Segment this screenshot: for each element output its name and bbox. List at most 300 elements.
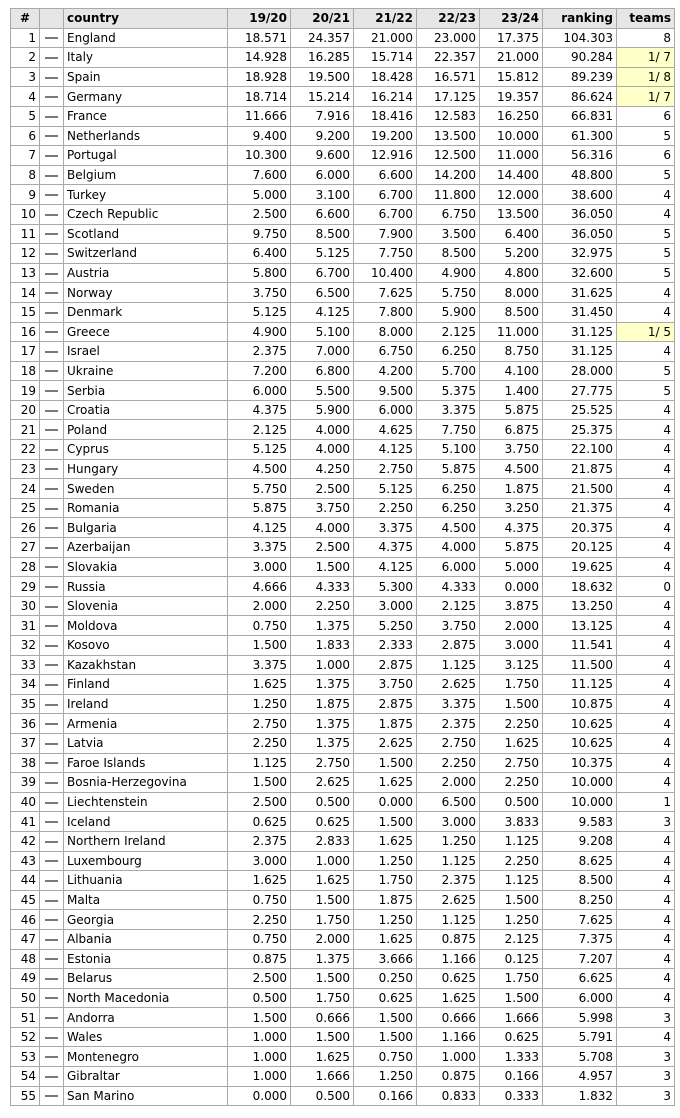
season-score-cell: 1.625 bbox=[291, 1047, 354, 1067]
season-score-cell: 7.916 bbox=[291, 106, 354, 126]
season-score-cell: 5.125 bbox=[354, 479, 417, 499]
ranking-cell: 11.125 bbox=[543, 675, 617, 695]
season-score-cell: 11.000 bbox=[480, 146, 543, 166]
country-cell: Italy bbox=[64, 48, 228, 68]
trend-cell bbox=[40, 459, 64, 479]
season-score-cell: 7.900 bbox=[354, 224, 417, 244]
trend-cell bbox=[40, 890, 64, 910]
trend-cell bbox=[40, 381, 64, 401]
season-score-cell: 5.900 bbox=[417, 302, 480, 322]
season-score-cell: 5.750 bbox=[417, 283, 480, 303]
season-score-cell: 17.125 bbox=[417, 87, 480, 107]
season-score-cell: 5.000 bbox=[480, 557, 543, 577]
no-change-icon bbox=[45, 743, 58, 745]
season-score-cell: 6.700 bbox=[354, 185, 417, 205]
trend-cell bbox=[40, 518, 64, 538]
ranking-cell: 61.300 bbox=[543, 126, 617, 146]
country-cell: Greece bbox=[64, 322, 228, 342]
season-score-cell: 6.400 bbox=[480, 224, 543, 244]
ranking-table-container bbox=[10, 8, 675, 1106]
season-score-cell: 10.400 bbox=[354, 263, 417, 283]
header-season-21-22[interactable]: 21/22 bbox=[354, 9, 417, 29]
season-score-cell: 7.200 bbox=[228, 361, 291, 381]
trend-cell bbox=[40, 1027, 64, 1047]
season-score-cell: 11.800 bbox=[417, 185, 480, 205]
teams-cell: 4 bbox=[617, 596, 675, 616]
season-score-cell: 4.000 bbox=[291, 518, 354, 538]
table-row bbox=[11, 636, 675, 656]
trend-cell bbox=[40, 498, 64, 518]
trend-cell bbox=[40, 596, 64, 616]
ranking-cell: 5.791 bbox=[543, 1027, 617, 1047]
no-change-icon bbox=[45, 468, 58, 470]
season-score-cell: 5.875 bbox=[417, 459, 480, 479]
no-change-icon bbox=[45, 566, 58, 568]
season-score-cell: 1.500 bbox=[480, 694, 543, 714]
table-row bbox=[11, 910, 675, 930]
ranking-cell: 31.125 bbox=[543, 322, 617, 342]
no-change-icon bbox=[45, 449, 58, 451]
season-score-cell: 2.375 bbox=[417, 871, 480, 891]
season-score-cell: 6.250 bbox=[417, 479, 480, 499]
no-change-icon bbox=[45, 547, 58, 549]
trend-cell bbox=[40, 988, 64, 1008]
table-row bbox=[11, 694, 675, 714]
season-score-cell: 2.250 bbox=[480, 851, 543, 871]
season-score-cell: 2.750 bbox=[228, 714, 291, 734]
rank-cell: 17 bbox=[11, 342, 40, 362]
season-score-cell: 5.100 bbox=[417, 440, 480, 460]
ranking-cell: 7.207 bbox=[543, 949, 617, 969]
season-score-cell: 10.000 bbox=[480, 126, 543, 146]
country-cell: Hungary bbox=[64, 459, 228, 479]
no-change-icon bbox=[45, 410, 58, 412]
no-change-icon bbox=[45, 880, 58, 882]
ranking-cell: 89.239 bbox=[543, 67, 617, 87]
no-change-icon bbox=[45, 919, 58, 921]
header-season-22-23[interactable]: 22/23 bbox=[417, 9, 480, 29]
season-score-cell: 0.833 bbox=[417, 1086, 480, 1106]
no-change-icon bbox=[45, 390, 58, 392]
country-cell: Bulgaria bbox=[64, 518, 228, 538]
no-change-icon bbox=[45, 782, 58, 784]
season-score-cell: 1.000 bbox=[291, 655, 354, 675]
trend-cell bbox=[40, 792, 64, 812]
no-change-icon bbox=[45, 586, 58, 588]
teams-cell: 5 bbox=[617, 224, 675, 244]
season-score-cell: 4.500 bbox=[228, 459, 291, 479]
season-score-cell: 2.500 bbox=[228, 792, 291, 812]
table-row bbox=[11, 302, 675, 322]
season-score-cell: 5.125 bbox=[228, 302, 291, 322]
season-score-cell: 1.500 bbox=[228, 1008, 291, 1028]
season-score-cell: 2.333 bbox=[354, 636, 417, 656]
rank-cell: 32 bbox=[11, 636, 40, 656]
table-row bbox=[11, 67, 675, 87]
season-score-cell: 2.750 bbox=[480, 753, 543, 773]
teams-cell: 4 bbox=[617, 871, 675, 891]
country-cell: Belgium bbox=[64, 165, 228, 185]
country-cell: Georgia bbox=[64, 910, 228, 930]
season-score-cell: 2.250 bbox=[480, 714, 543, 734]
trend-cell bbox=[40, 636, 64, 656]
teams-cell: 4 bbox=[617, 518, 675, 538]
season-score-cell: 2.250 bbox=[291, 596, 354, 616]
season-score-cell: 1.750 bbox=[291, 988, 354, 1008]
season-score-cell: 5.375 bbox=[417, 381, 480, 401]
season-score-cell: 1.625 bbox=[354, 929, 417, 949]
season-score-cell: 6.500 bbox=[291, 283, 354, 303]
ranking-cell: 38.600 bbox=[543, 185, 617, 205]
season-score-cell: 18.714 bbox=[228, 87, 291, 107]
country-cell: North Macedonia bbox=[64, 988, 228, 1008]
ranking-cell: 9.208 bbox=[543, 831, 617, 851]
season-score-cell: 4.200 bbox=[354, 361, 417, 381]
rank-cell: 8 bbox=[11, 165, 40, 185]
table-row bbox=[11, 812, 675, 832]
season-score-cell: 2.500 bbox=[228, 204, 291, 224]
season-score-cell: 1.000 bbox=[228, 1067, 291, 1087]
no-change-icon bbox=[45, 116, 58, 118]
country-cell: Slovakia bbox=[64, 557, 228, 577]
season-score-cell: 9.400 bbox=[228, 126, 291, 146]
country-cell: Montenegro bbox=[64, 1047, 228, 1067]
rank-cell: 45 bbox=[11, 890, 40, 910]
season-score-cell: 1.875 bbox=[354, 714, 417, 734]
season-score-cell: 0.666 bbox=[291, 1008, 354, 1028]
season-score-cell: 0.625 bbox=[417, 969, 480, 989]
season-score-cell: 0.750 bbox=[228, 890, 291, 910]
rank-cell: 12 bbox=[11, 244, 40, 264]
season-score-cell: 1.125 bbox=[417, 851, 480, 871]
season-score-cell: 1.625 bbox=[354, 831, 417, 851]
season-score-cell: 15.214 bbox=[291, 87, 354, 107]
season-score-cell: 2.000 bbox=[480, 616, 543, 636]
trend-cell bbox=[40, 440, 64, 460]
ranking-cell: 21.500 bbox=[543, 479, 617, 499]
table-row bbox=[11, 753, 675, 773]
season-score-cell: 13.500 bbox=[480, 204, 543, 224]
season-score-cell: 3.500 bbox=[417, 224, 480, 244]
rank-cell: 11 bbox=[11, 224, 40, 244]
teams-cell: 4 bbox=[617, 910, 675, 930]
trend-cell bbox=[40, 753, 64, 773]
no-change-icon bbox=[45, 704, 58, 706]
no-change-icon bbox=[45, 821, 58, 823]
trend-cell bbox=[40, 479, 64, 499]
table-row bbox=[11, 538, 675, 558]
teams-cell: 4 bbox=[617, 302, 675, 322]
table-row bbox=[11, 1027, 675, 1047]
header-rank[interactable]: # bbox=[11, 9, 40, 29]
season-score-cell: 0.500 bbox=[480, 792, 543, 812]
season-score-cell: 0.250 bbox=[354, 969, 417, 989]
trend-cell bbox=[40, 204, 64, 224]
no-change-icon bbox=[45, 1017, 58, 1019]
season-score-cell: 7.800 bbox=[354, 302, 417, 322]
season-score-cell: 1.666 bbox=[480, 1008, 543, 1028]
season-score-cell: 1.500 bbox=[480, 988, 543, 1008]
teams-cell: 3 bbox=[617, 1008, 675, 1028]
trend-cell bbox=[40, 577, 64, 597]
trend-cell bbox=[40, 694, 64, 714]
season-score-cell: 6.875 bbox=[480, 420, 543, 440]
season-score-cell: 1.333 bbox=[480, 1047, 543, 1067]
season-score-cell: 3.666 bbox=[354, 949, 417, 969]
ranking-cell: 1.832 bbox=[543, 1086, 617, 1106]
season-score-cell: 1.166 bbox=[417, 949, 480, 969]
season-score-cell: 5.250 bbox=[354, 616, 417, 636]
season-score-cell: 2.500 bbox=[228, 969, 291, 989]
season-score-cell: 1.500 bbox=[354, 812, 417, 832]
header-season-20-21[interactable]: 20/21 bbox=[291, 9, 354, 29]
teams-cell: 6 bbox=[617, 106, 675, 126]
season-score-cell: 6.000 bbox=[354, 400, 417, 420]
trend-cell bbox=[40, 871, 64, 891]
season-score-cell: 1.750 bbox=[480, 969, 543, 989]
season-score-cell: 1.500 bbox=[354, 1008, 417, 1028]
season-score-cell: 11.666 bbox=[228, 106, 291, 126]
no-change-icon bbox=[45, 429, 58, 431]
country-cell: Northern Ireland bbox=[64, 831, 228, 851]
table-row bbox=[11, 518, 675, 538]
ranking-cell: 25.375 bbox=[543, 420, 617, 440]
trend-cell bbox=[40, 910, 64, 930]
season-score-cell: 4.333 bbox=[291, 577, 354, 597]
season-score-cell: 5.500 bbox=[291, 381, 354, 401]
season-score-cell: 1.166 bbox=[417, 1027, 480, 1047]
country-cell: Sweden bbox=[64, 479, 228, 499]
header-season-19-20[interactable]: 19/20 bbox=[228, 9, 291, 29]
season-score-cell: 1.625 bbox=[228, 675, 291, 695]
table-row bbox=[11, 440, 675, 460]
ranking-cell: 11.500 bbox=[543, 655, 617, 675]
season-score-cell: 2.250 bbox=[228, 733, 291, 753]
header-season-23-24[interactable]: 23/24 bbox=[480, 9, 543, 29]
season-score-cell: 5.800 bbox=[228, 263, 291, 283]
rank-cell: 28 bbox=[11, 557, 40, 577]
country-cell: Israel bbox=[64, 342, 228, 362]
rank-cell: 25 bbox=[11, 498, 40, 518]
country-cell: Bosnia-Herzegovina bbox=[64, 773, 228, 793]
rank-cell: 14 bbox=[11, 283, 40, 303]
season-score-cell: 2.750 bbox=[417, 733, 480, 753]
season-score-cell: 0.666 bbox=[417, 1008, 480, 1028]
season-score-cell: 6.750 bbox=[417, 204, 480, 224]
season-score-cell: 3.750 bbox=[417, 616, 480, 636]
teams-cell: 4 bbox=[617, 342, 675, 362]
header-trend bbox=[40, 9, 64, 29]
no-change-icon bbox=[45, 900, 58, 902]
season-score-cell: 15.714 bbox=[354, 48, 417, 68]
no-change-icon bbox=[45, 606, 58, 608]
rank-cell: 47 bbox=[11, 929, 40, 949]
rank-cell: 52 bbox=[11, 1027, 40, 1047]
season-score-cell: 0.625 bbox=[480, 1027, 543, 1047]
season-score-cell: 0.625 bbox=[354, 988, 417, 1008]
trend-cell bbox=[40, 87, 64, 107]
season-score-cell: 1.250 bbox=[354, 910, 417, 930]
season-score-cell: 2.625 bbox=[417, 675, 480, 695]
no-change-icon bbox=[45, 625, 58, 627]
season-score-cell: 6.000 bbox=[291, 165, 354, 185]
header-ranking[interactable]: ranking bbox=[543, 9, 617, 29]
country-cell: Serbia bbox=[64, 381, 228, 401]
season-score-cell: 4.375 bbox=[480, 518, 543, 538]
rank-cell: 41 bbox=[11, 812, 40, 832]
season-score-cell: 4.375 bbox=[228, 400, 291, 420]
country-cell: Liechtenstein bbox=[64, 792, 228, 812]
table-row bbox=[11, 949, 675, 969]
season-score-cell: 1.250 bbox=[228, 694, 291, 714]
country-cell: Andorra bbox=[64, 1008, 228, 1028]
trend-cell bbox=[40, 812, 64, 832]
ranking-cell: 20.125 bbox=[543, 538, 617, 558]
rank-cell: 16 bbox=[11, 322, 40, 342]
trend-cell bbox=[40, 929, 64, 949]
season-score-cell: 21.000 bbox=[354, 28, 417, 48]
no-change-icon bbox=[45, 723, 58, 725]
table-row bbox=[11, 890, 675, 910]
season-score-cell: 2.250 bbox=[417, 753, 480, 773]
no-change-icon bbox=[45, 155, 58, 157]
season-score-cell: 9.600 bbox=[291, 146, 354, 166]
trend-cell bbox=[40, 146, 64, 166]
no-change-icon bbox=[45, 802, 58, 804]
season-score-cell: 2.375 bbox=[417, 714, 480, 734]
season-score-cell: 14.200 bbox=[417, 165, 480, 185]
trend-cell bbox=[40, 969, 64, 989]
rank-cell: 50 bbox=[11, 988, 40, 1008]
coefficient-ranking-table bbox=[10, 8, 675, 1106]
teams-cell: 4 bbox=[617, 283, 675, 303]
teams-cell: 6 bbox=[617, 146, 675, 166]
season-score-cell: 4.125 bbox=[354, 557, 417, 577]
ranking-cell: 8.250 bbox=[543, 890, 617, 910]
ranking-cell: 10.000 bbox=[543, 773, 617, 793]
table-body bbox=[11, 28, 675, 1106]
teams-cell: 3 bbox=[617, 1047, 675, 1067]
season-score-cell: 2.625 bbox=[354, 733, 417, 753]
season-score-cell: 14.928 bbox=[228, 48, 291, 68]
no-change-icon bbox=[45, 508, 58, 510]
country-cell: England bbox=[64, 28, 228, 48]
season-score-cell: 1.500 bbox=[354, 753, 417, 773]
rank-cell: 26 bbox=[11, 518, 40, 538]
rank-cell: 46 bbox=[11, 910, 40, 930]
season-score-cell: 2.250 bbox=[228, 910, 291, 930]
country-cell: San Marino bbox=[64, 1086, 228, 1106]
table-row bbox=[11, 988, 675, 1008]
no-change-icon bbox=[45, 1056, 58, 1058]
header-country[interactable]: country bbox=[64, 9, 228, 29]
ranking-cell: 8.500 bbox=[543, 871, 617, 891]
season-score-cell: 5.125 bbox=[291, 244, 354, 264]
season-score-cell: 19.500 bbox=[291, 67, 354, 87]
teams-cell: 4 bbox=[617, 733, 675, 753]
season-score-cell: 2.625 bbox=[291, 773, 354, 793]
table-row bbox=[11, 165, 675, 185]
country-cell: Kazakhstan bbox=[64, 655, 228, 675]
trend-cell bbox=[40, 224, 64, 244]
country-cell: Scotland bbox=[64, 224, 228, 244]
no-change-icon bbox=[45, 664, 58, 666]
season-score-cell: 5.000 bbox=[228, 185, 291, 205]
country-cell: Russia bbox=[64, 577, 228, 597]
country-cell: France bbox=[64, 106, 228, 126]
season-score-cell: 4.500 bbox=[417, 518, 480, 538]
table-row bbox=[11, 596, 675, 616]
season-score-cell: 4.900 bbox=[417, 263, 480, 283]
ranking-cell: 9.583 bbox=[543, 812, 617, 832]
season-score-cell: 1.125 bbox=[480, 831, 543, 851]
table-row bbox=[11, 831, 675, 851]
country-cell: Turkey bbox=[64, 185, 228, 205]
season-score-cell: 0.500 bbox=[228, 988, 291, 1008]
ranking-cell: 20.375 bbox=[543, 518, 617, 538]
rank-cell: 49 bbox=[11, 969, 40, 989]
country-cell: Ireland bbox=[64, 694, 228, 714]
table-row bbox=[11, 126, 675, 146]
header-teams[interactable]: teams bbox=[617, 9, 675, 29]
rank-cell: 1 bbox=[11, 28, 40, 48]
ranking-cell: 10.625 bbox=[543, 714, 617, 734]
country-cell: Portugal bbox=[64, 146, 228, 166]
season-score-cell: 6.600 bbox=[354, 165, 417, 185]
ranking-cell: 21.875 bbox=[543, 459, 617, 479]
table-row bbox=[11, 361, 675, 381]
season-score-cell: 1.400 bbox=[480, 381, 543, 401]
season-score-cell: 1.250 bbox=[354, 851, 417, 871]
season-score-cell: 18.428 bbox=[354, 67, 417, 87]
country-cell: Kosovo bbox=[64, 636, 228, 656]
season-score-cell: 9.500 bbox=[354, 381, 417, 401]
rank-cell: 15 bbox=[11, 302, 40, 322]
season-score-cell: 5.900 bbox=[291, 400, 354, 420]
season-score-cell: 3.750 bbox=[291, 498, 354, 518]
no-change-icon bbox=[45, 135, 58, 137]
no-change-icon bbox=[45, 684, 58, 686]
ranking-cell: 19.625 bbox=[543, 557, 617, 577]
no-change-icon bbox=[45, 175, 58, 177]
ranking-cell: 10.000 bbox=[543, 792, 617, 812]
season-score-cell: 1.875 bbox=[480, 479, 543, 499]
ranking-cell: 8.625 bbox=[543, 851, 617, 871]
table-row bbox=[11, 322, 675, 342]
season-score-cell: 4.125 bbox=[228, 518, 291, 538]
season-score-cell: 1.750 bbox=[354, 871, 417, 891]
teams-cell: 3 bbox=[617, 1067, 675, 1087]
season-score-cell: 0.333 bbox=[480, 1086, 543, 1106]
no-change-icon bbox=[45, 997, 58, 999]
season-score-cell: 3.125 bbox=[480, 655, 543, 675]
rank-cell: 30 bbox=[11, 596, 40, 616]
season-score-cell: 3.375 bbox=[417, 400, 480, 420]
season-score-cell: 13.500 bbox=[417, 126, 480, 146]
country-cell: Netherlands bbox=[64, 126, 228, 146]
teams-cell: 4 bbox=[617, 714, 675, 734]
no-change-icon bbox=[45, 292, 58, 294]
table-row bbox=[11, 1067, 675, 1087]
season-score-cell: 1.000 bbox=[417, 1047, 480, 1067]
no-change-icon bbox=[45, 312, 58, 314]
rank-cell: 6 bbox=[11, 126, 40, 146]
season-score-cell: 10.300 bbox=[228, 146, 291, 166]
season-score-cell: 22.357 bbox=[417, 48, 480, 68]
ranking-cell: 7.625 bbox=[543, 910, 617, 930]
teams-cell: 5 bbox=[617, 263, 675, 283]
trend-cell bbox=[40, 342, 64, 362]
